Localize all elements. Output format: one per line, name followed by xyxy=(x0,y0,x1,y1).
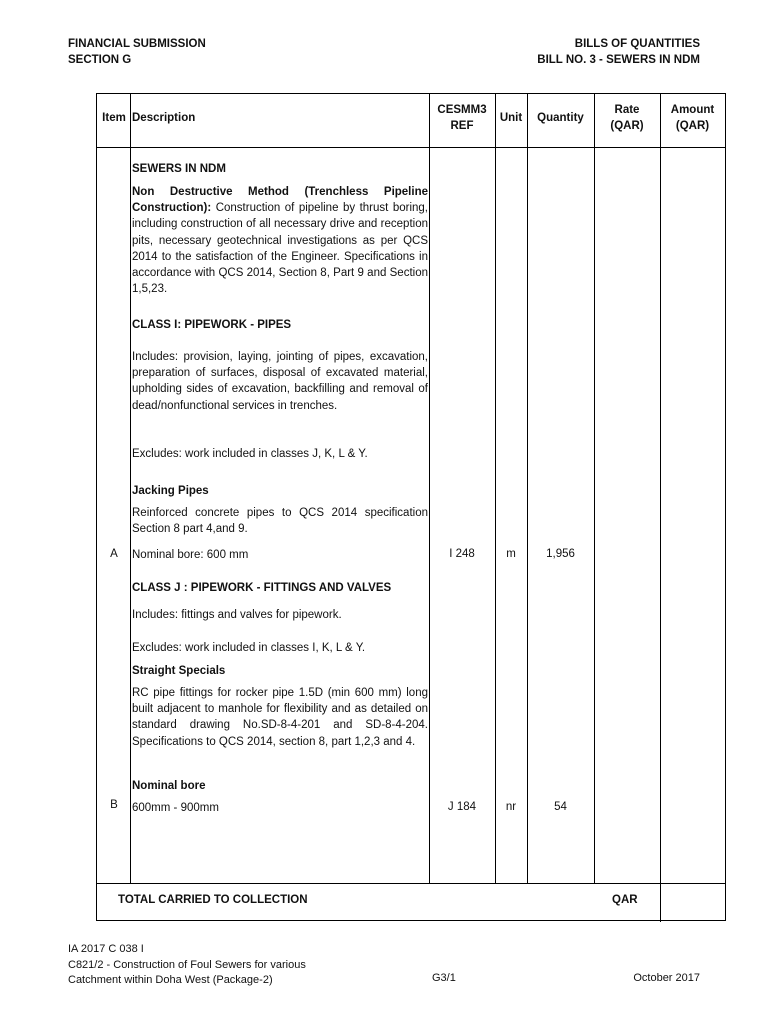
column-divider xyxy=(495,94,496,883)
column-header-unit: Unit xyxy=(499,112,523,124)
item-b-description: 600mm - 900mm xyxy=(132,802,219,814)
document-date: October 2017 xyxy=(633,972,700,984)
total-carried-label: TOTAL CARRIED TO COLLECTION xyxy=(118,894,308,906)
column-header-description: Description xyxy=(132,112,196,124)
item-a-description: Nominal bore: 600 mm xyxy=(132,549,249,561)
ndm-heading: Non Destructive Method (Trenchless Pipeline Construction): xyxy=(132,186,428,215)
ndm-paragraph xyxy=(132,184,428,297)
total-row-divider xyxy=(97,883,725,884)
column-divider xyxy=(660,94,661,922)
header-row-divider xyxy=(97,147,725,148)
item-b-code: B xyxy=(110,799,118,811)
project-title-line1: C821/2 - Construction of Foul Sewers for various xyxy=(68,958,306,971)
class-i-heading: CLASS I: PIPEWORK - PIPES xyxy=(132,319,292,331)
item-a-unit: m xyxy=(506,548,516,560)
contract-reference: IA 2017 C 038 I xyxy=(68,943,144,955)
bill-type: BILLS OF QUANTITIES xyxy=(574,38,700,50)
class-i-excludes: Excludes: work included in classes J, K, L & Y. xyxy=(132,448,368,460)
section-title: SECTION G xyxy=(68,54,132,66)
item-a-code: A xyxy=(110,548,118,560)
page-number: G3/1 xyxy=(432,972,456,984)
item-a-ref: I 248 xyxy=(449,548,475,560)
column-divider xyxy=(130,94,131,883)
straight-specials-heading: Straight Specials xyxy=(132,665,226,677)
section-heading: SEWERS IN NDM xyxy=(132,163,226,175)
document-header-right xyxy=(537,36,700,68)
column-header-ref: CESMM3 REF xyxy=(437,104,487,132)
item-b-ref: J 184 xyxy=(447,801,477,813)
column-header-amount: Amount (QAR) xyxy=(670,104,715,132)
project-title-line2: Catchment within Doha West (Package-2) xyxy=(68,974,273,986)
class-j-heading: CLASS J : PIPEWORK - FITTINGS AND VALVES xyxy=(132,582,392,594)
document-header-left xyxy=(68,36,206,68)
column-divider xyxy=(527,94,528,883)
ndm-description: Construction of pipeline by thrust boring, including construction of all necessary drive and reception pits, necessary geotechnical investigations as per QCS 2014 to the satisfaction of the Engineer. Specifications in accordance with QCS 2014, Section 8, Part 9 and Section 1,5,23. xyxy=(132,202,428,296)
class-i-includes: Includes: provision, laying, jointing of pipes, excavation, preparation of surfaces, disposal of excavated material, upholding sides of excavation, backfilling and removal of dead/nonfunctional services in trenches. xyxy=(132,351,428,412)
class-j-includes: Includes: fittings and valves for pipework. xyxy=(132,609,342,621)
item-a-quantity: 1,956 xyxy=(546,548,575,560)
jacking-pipes-heading: Jacking Pipes xyxy=(132,485,209,497)
document-footer xyxy=(68,942,306,989)
column-divider xyxy=(429,94,430,883)
submission-title: FINANCIAL SUBMISSION xyxy=(68,38,206,50)
item-b-unit: nr xyxy=(505,801,517,813)
nominal-bore-heading: Nominal bore xyxy=(132,780,206,792)
jacking-pipes-description: Reinforced concrete pipes to QCS 2014 specification Section 8 part 4,and 9. xyxy=(132,507,428,536)
bill-number: BILL NO. 3 - SEWERS IN NDM xyxy=(537,54,700,66)
column-header-quantity: Quantity xyxy=(537,112,584,124)
item-b-quantity: 54 xyxy=(554,801,567,813)
class-j-excludes: Excludes: work included in classes I, K, L & Y. xyxy=(132,642,366,654)
column-divider xyxy=(594,94,595,883)
total-currency: QAR xyxy=(612,894,638,906)
column-header-rate: Rate (QAR) xyxy=(610,104,644,132)
column-header-item: Item xyxy=(102,112,126,124)
straight-specials-description: RC pipe fittings for rocker pipe 1.5D (min 600 mm) long built adjacent to manhole for flexibility and as detailed on standard drawing No.SD-8-4-201 and SD-8-4-204. Specifications to QCS 2014, section 8, part 1,2,3 and 4. xyxy=(132,687,428,748)
